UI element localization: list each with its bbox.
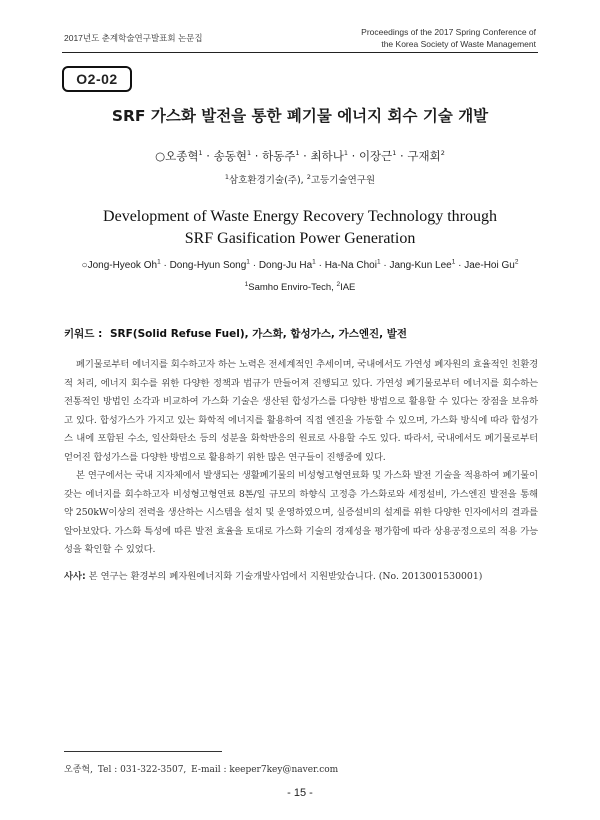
author-affiliation-mark: 2: [514, 258, 519, 266]
author-affiliation-mark: 1: [295, 149, 300, 158]
ko-author: 송동현$^1$: [213, 149, 252, 163]
author-affiliation-mark: 1: [376, 258, 381, 266]
acknowledgement-label: 사사:: [64, 571, 86, 582]
en-author: Dong-Ju Ha$^1$: [258, 258, 316, 271]
keywords-text: SRF(Solid Refuse Fuel), 가스화, 합성가스, 가스엔진, 발전: [109, 328, 408, 340]
paper-title-ko: SRF 가스화 발전을 통한 폐기물 에너지 회수 기술 개발: [111, 107, 489, 125]
author-separator: ·: [299, 149, 311, 163]
affiliation-name: IAE: [340, 282, 356, 293]
abstract-paragraph-2: 본 연구에서는 국내 지자체에서 발생되는 생활폐기물의 비성형고형연료화 및 가스화 발전 기술을 적용하여 폐기물이 갖는 에너지를 회수하고자 비성형고형연료 8톤/일 규모의 하향식 고정층 가스화로와 세정설비, 가스엔진 발전을 통해 약 250kW이상의 전력을 생산하는 시스템을 설치 및 운영하였으며, 실증설비의 설계를 위한 다양한 인자에서의 결과를 알아보았다. 가스화 특성에 따른 발전 효율을 토대로 가스화 기술의 경제성을 평가함에 따라 상용공정으로의 적용 가능성을 확인할 수 있었다.: [64, 470, 538, 555]
author-affiliation-mark: 1: [451, 258, 456, 266]
affiliation-name: 삼호환경기술(주),: [229, 175, 307, 186]
ko-author: 구재회$^2$: [407, 149, 445, 163]
author-separator: ·: [455, 260, 465, 271]
affiliation-mark: 1: [244, 280, 249, 288]
title-en-line1: Development of Waste Energy Recovery Technology through: [103, 208, 497, 225]
author-separator: ·: [347, 149, 359, 163]
title-en-line2: SRF Gasification Power Generation: [184, 230, 416, 247]
affiliation-ko: [0, 172, 600, 186]
ko-author: 이장근$^1$: [358, 149, 397, 163]
affiliation-name: Samho Enviro-Tech,: [248, 282, 337, 293]
author-separator: ·: [315, 260, 325, 271]
en-author: Jang-Kun Lee$^1$: [389, 258, 456, 271]
author-separator: ·: [160, 260, 170, 271]
paper-title-en: [0, 206, 600, 250]
ko-author: ○오종혁$^1$: [155, 149, 203, 163]
en-author: Jae-Hoi Gu$^2$: [464, 258, 519, 271]
author-separator: ·: [380, 260, 390, 271]
author-separator: ·: [396, 149, 408, 163]
author-affiliation-mark: 1: [392, 149, 397, 158]
author-separator: ·: [202, 149, 214, 163]
contact-tel: Tel : 031-322-3507,: [97, 765, 187, 775]
paper-code-badge: O2-02: [62, 66, 132, 92]
affiliation-mark: 2: [306, 172, 311, 181]
header-en-line2: the Korea Society of Waste Management: [381, 39, 536, 49]
header-en-line1: Proceedings of the 2017 Spring Conference of: [361, 27, 536, 37]
author-affiliation-mark: 1: [246, 258, 250, 266]
author-affiliation-mark: 1: [198, 149, 203, 158]
author-list-en: [0, 260, 600, 271]
ko-author: 최하나$^1$: [310, 149, 348, 163]
author-affiliation-mark: 1: [246, 149, 252, 158]
affiliation-mark: 2: [336, 280, 341, 288]
ko-author: 하동주$^1$: [262, 149, 300, 163]
author-separator: ·: [251, 149, 263, 163]
header-divider: [62, 52, 538, 53]
contact-name: 오종혁,: [64, 765, 93, 775]
en-author: Ha-Na Choi$^1$: [324, 258, 381, 271]
author-affiliation-mark: 2: [440, 149, 445, 158]
corresponding-author-contact: [64, 762, 340, 775]
keywords: [64, 326, 536, 341]
header-conference-ko: 2017년도 춘계학술연구발표회 논문집: [64, 33, 203, 43]
acknowledgement: [64, 568, 538, 582]
affiliation-en: [0, 282, 600, 293]
author-list-ko: [0, 148, 600, 164]
en-author: ○Jong-Hyeok Oh$^1$: [81, 258, 161, 271]
affiliation-name: 고등기술연구원: [310, 175, 376, 186]
contact-email: E-mail : keeper7key@naver.com: [191, 765, 339, 775]
abstract-paragraph-1: 폐기물로부터 에너지를 회수하고자 하는 노력은 전세계적인 추세이며, 국내에서도 가연성 폐자원의 효율적인 친환경적 처리, 에너지 회수를 위한 다양한 정책과 법규가 만들어져 진행되고 있다. 가연성 폐기물로부터 에너지를 회수하는 전통적인 방법인 소각과 비교하여 가스화 기술은 생산된 합성가스를 다양한 방법으로 활용할 수 있다는 장점을 보유하고 있다. 합성가스가 가지고 있는 화학적 에너지를 활용하여 직접 엔진을 가동할 수 있으며, 가스화 방식에 따라 합성가스 내에 포함된 수소, 일산화탄소 등의 성분을 화학반응의 원료로 사용할 수도 있다. 따라서, 국내에서도 폐기물로부터 얻어진 합성가스를 다양한 방법으로 활용하기 위한 많은 연구들이 진행중에 있다.: [64, 359, 538, 463]
abstract-body: [64, 356, 538, 560]
header-conference-en: [361, 26, 536, 50]
en-author: Dong-Hyun Song$^1$: [169, 258, 250, 271]
author-affiliation-mark: 1: [157, 258, 161, 266]
author-separator: ·: [249, 260, 259, 271]
affiliation-mark: 1: [224, 172, 230, 181]
author-affiliation-mark: 1: [343, 149, 348, 158]
footnote-divider: [64, 751, 222, 752]
author-affiliation-mark: 1: [312, 258, 316, 266]
acknowledgement-text: 본 연구는 환경부의 폐자원에너지화 기술개발사업에서 지원받았습니다. (No. 2013001530001): [85, 571, 483, 582]
keywords-label: 키워드 :: [64, 328, 103, 340]
page-number: - 15 -: [287, 787, 313, 799]
